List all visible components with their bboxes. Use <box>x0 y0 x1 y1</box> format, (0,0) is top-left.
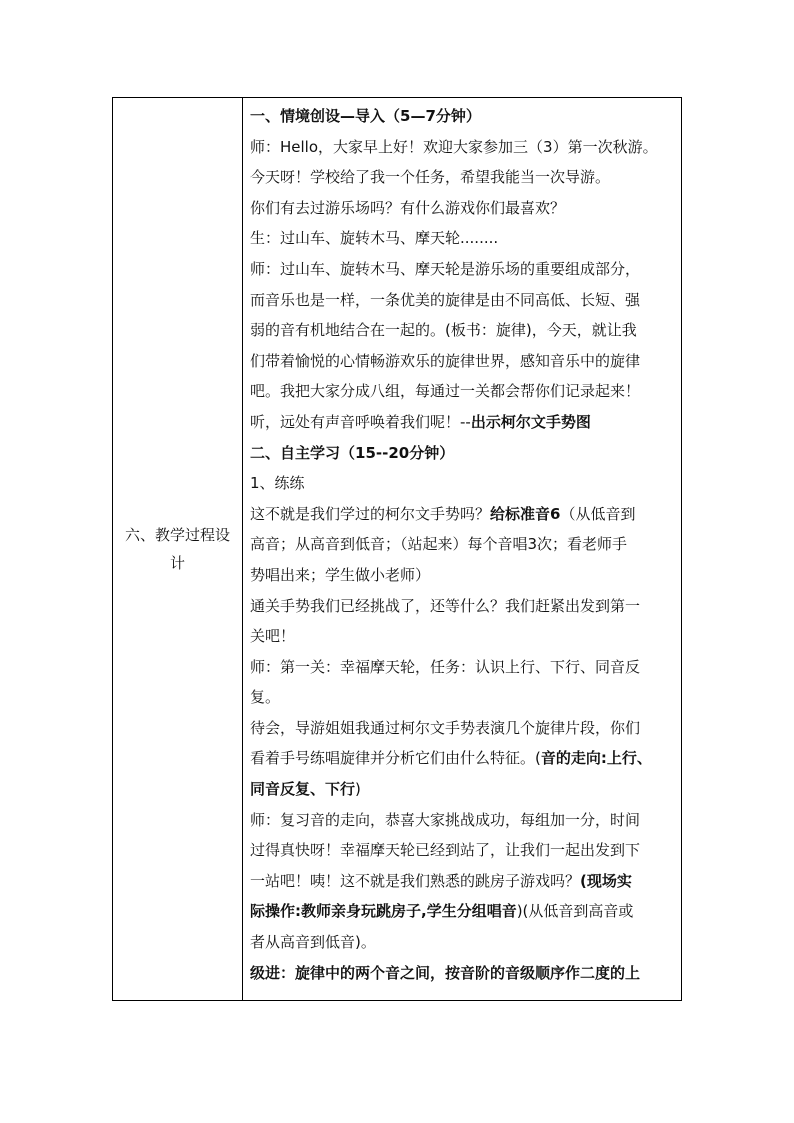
text-segment: 过得真快呀！幸福摩天轮已经到站了，让我们一起出发到下 <box>250 841 641 860</box>
bold-text-segment: 出示柯尔文手势图 <box>470 412 591 431</box>
content-line <box>250 132 675 163</box>
content-line <box>250 652 675 683</box>
content-line <box>250 713 675 744</box>
bold-text-segment: (现场实 <box>580 871 632 890</box>
content-line <box>250 254 675 285</box>
text-segment: 师：复习音的走向，恭喜大家挑战成功，每组加一分，时间 <box>250 810 641 829</box>
text-segment: 通关手势我们已经挑战了，还等什么？我们赶紧出发到第一 <box>250 596 641 615</box>
text-segment: 势唱出来；学生做小老师） <box>250 565 431 584</box>
content-line <box>250 346 675 377</box>
bold-text-segment: 给标准音6 <box>490 504 561 523</box>
bold-text-segment: 一、情境创设—导入（5—7分钟） <box>250 107 481 125</box>
text-segment: 师：第一关：幸福摩天轮，任务：认识上行、下行、同音反 <box>250 657 641 676</box>
section-label-cell <box>113 98 243 1000</box>
section-content-cell <box>243 98 681 1000</box>
content-line <box>250 101 675 132</box>
text-segment: 师：Hello，大家早上好！欢迎大家参加三（3）第一次秋游。 <box>250 137 658 156</box>
content-line <box>250 193 675 224</box>
content-line <box>250 927 675 958</box>
content-line <box>250 591 675 622</box>
content-line <box>250 774 675 805</box>
content-line <box>250 560 675 591</box>
text-segment: 这不就是我们学过的柯尔文手势吗？ <box>250 504 491 523</box>
content-line <box>250 407 675 438</box>
lesson-table <box>112 97 682 1001</box>
section-label <box>117 521 239 577</box>
content-line <box>250 958 675 989</box>
bold-text-segment: 音的走向:上行、 <box>540 749 652 768</box>
bold-text-segment: 级进：旋律中的两个音之间，按音阶的音级顺序作二度的上 <box>250 963 641 982</box>
text-segment: 看着手号练唱旋律并分析它们由什么特征。( <box>250 749 541 768</box>
section-label-line: 六、教学过程设 <box>124 526 230 544</box>
content-line <box>250 315 675 346</box>
content-line <box>250 805 675 836</box>
text-segment: 你们有去过游乐场吗？有什么游戏你们最喜欢？ <box>250 198 566 217</box>
text-segment: 者从高音到低音)。 <box>250 933 376 952</box>
text-segment: ) <box>355 780 361 799</box>
text-segment: 听，远处有声音呼唤着我们呢！-- <box>250 412 471 431</box>
content-line <box>250 896 675 927</box>
content-line <box>250 529 675 560</box>
content-line <box>250 743 675 774</box>
text-segment: 高音；从高音到低音；（站起来）每个音唱3次；看老师手 <box>250 535 628 554</box>
content-line <box>250 285 675 316</box>
text-segment: 1、练练 <box>250 474 305 493</box>
text-segment: 师：过山车、旋转木马、摩天轮是游乐场的重要组成部分， <box>250 259 641 278</box>
text-segment: 待会，导游姐姐我通过柯尔文手势表演几个旋律片段，你们 <box>250 718 641 737</box>
text-segment: 一站吧！咦！这不就是我们熟悉的跳房子游戏吗？ <box>250 871 581 890</box>
bold-text-segment: 二、自主学习（15--20分钟） <box>250 443 455 462</box>
content-line <box>250 468 675 499</box>
content-line <box>250 499 675 530</box>
bold-text-segment: 同音反复、下行 <box>250 780 356 799</box>
content-line <box>250 438 675 469</box>
text-segment: （从低音到 <box>560 504 636 523</box>
text-segment: 生：过山车、旋转木马、摩天轮........ <box>250 229 499 248</box>
text-segment: 弱的音有机地结合在一起的。(板书：旋律)，今天，就让我 <box>250 321 637 340</box>
content-line <box>250 162 675 193</box>
text-segment: 复。 <box>250 688 281 707</box>
text-segment: 吧。我把大家分成八组，每通过一关都会帮你们记录起来！ <box>250 382 641 401</box>
bold-text-segment: 际操作:教师亲身玩跳房子,学生分组唱音 <box>250 902 517 921</box>
text-segment: 们带着愉悦的心情畅游欢乐的旋律世界，感知音乐中的旋律 <box>250 351 641 370</box>
section-label-line: 计 <box>169 554 185 572</box>
text-segment: 关吧！ <box>250 627 296 646</box>
content-line <box>250 835 675 866</box>
content-line <box>250 866 675 897</box>
text-segment: )(从低音到高音或 <box>516 902 634 921</box>
text-segment: 而音乐也是一样，一条优美的旋律是由不同高低、长短、强 <box>250 290 641 309</box>
text-segment: 今天呀！学校给了我一个任务，希望我能当一次导游。 <box>250 168 611 187</box>
content-line <box>250 223 675 254</box>
content-line <box>250 376 675 407</box>
content-line <box>250 682 675 713</box>
content-line <box>250 621 675 652</box>
